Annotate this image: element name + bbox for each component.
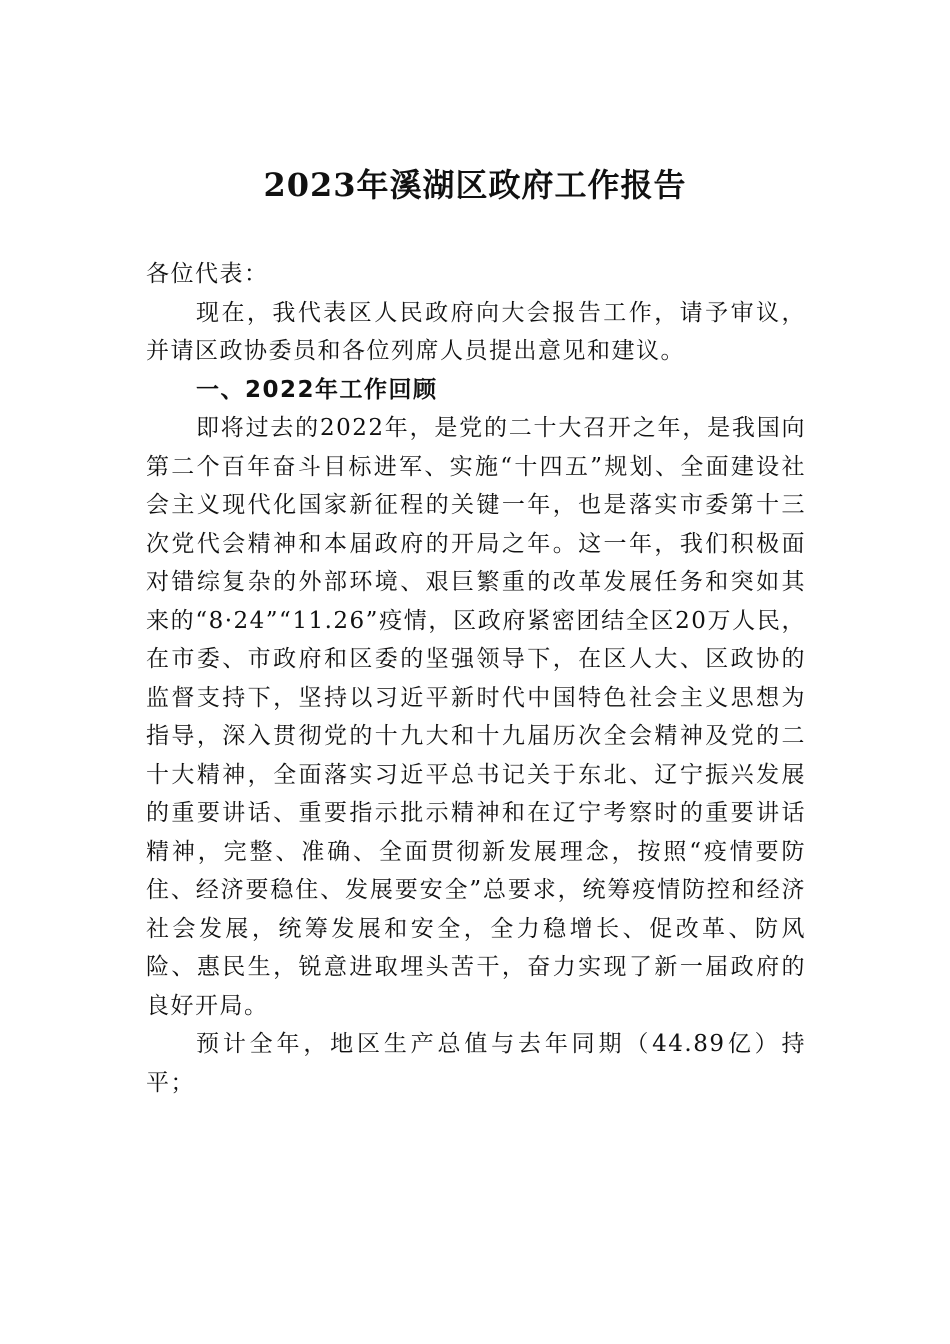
document-body (146, 255, 806, 1102)
forecast-paragraph: 预计全年，地区生产总值与去年同期（44.89亿）持平； (146, 1031, 806, 1096)
intro-paragraph: 现在，我代表区人民政府向大会报告工作，请予审议，并请区政协委员和各位列席人员提出意见和建议。 (146, 299, 806, 364)
salutation: 各位代表： (146, 261, 269, 287)
review-paragraph: 即将过去的2022年，是党的二十大召开之年，是我国向第二个百年奋斗目标进军、实施“十四五”规划、全面建设社会主义现代化国家新征程的关键一年，也是落实市委第十三次党代会精神和本届政府的开局之年。这一年，我们积极面对错综复杂的外部环境、艰巨繁重的改革发展任务和突如其来的“8·24”“11.26”疫情，区政府紧密团结全区20万人民，在市委、市政府和区委的坚强领导下，在区人大、区政协的监督支持下，坚持以习近平新时代中国特色社会主义思想为指导，深入贯彻党的十九大和十九届历次全会精神及党的二十大精神，全面落实习近平总书记关于东北、辽宁振兴发展的重要讲话、重要指示批示精神和在辽宁考察时的重要讲话精神，完整、准确、全面贯彻新发展理念，按照“疫情要防住、经济要稳住、发展要安全”总要求，统筹疫情防控和经济社会发展，统筹发展和安全，全力稳增长、促改革、防风险、惠民生，锐意进取埋头苦干，奋力实现了新一届政府的良好开局。 (146, 415, 806, 1019)
section-heading: 一、2022年工作回顾 (196, 376, 438, 403)
document-title: 2023年溪湖区政府工作报告 (263, 166, 687, 204)
